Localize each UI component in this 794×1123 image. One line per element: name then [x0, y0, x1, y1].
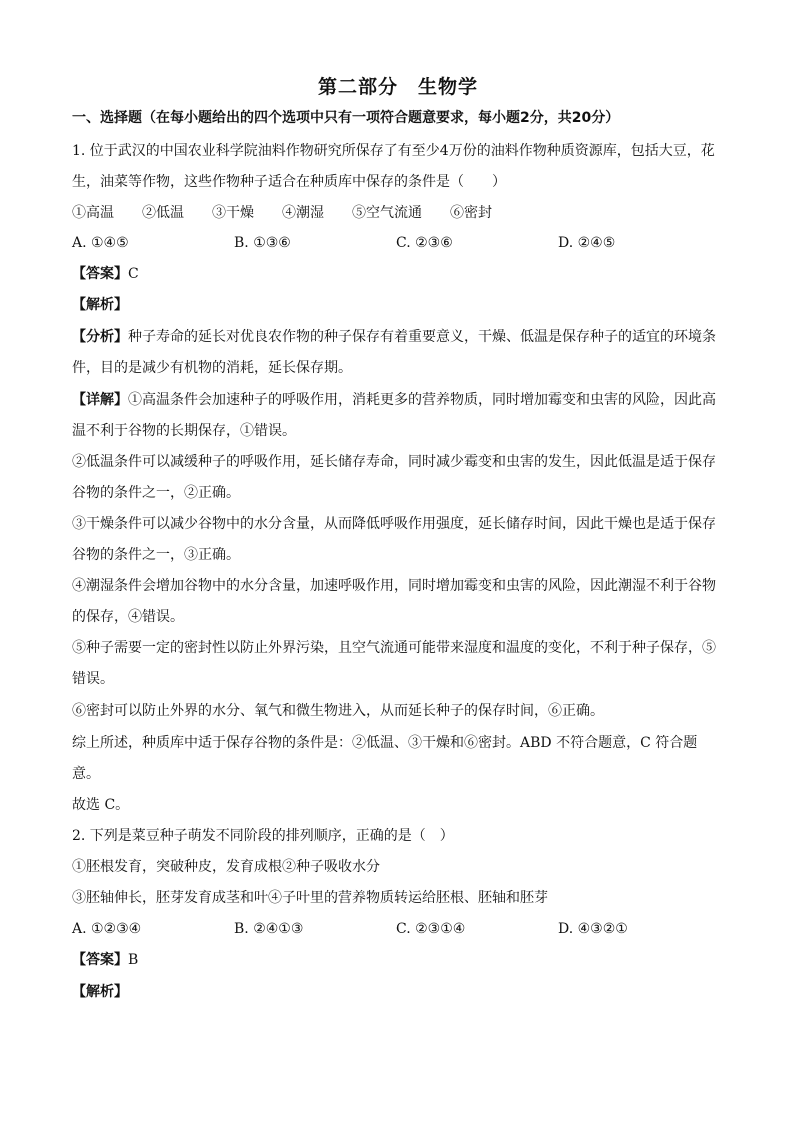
q1-analysis-heading	[72, 295, 724, 315]
analysis-tag: 【解析】	[72, 984, 128, 1000]
analysis-tag: 【解析】	[72, 297, 128, 313]
q2-option-d: D. ④③②①	[558, 921, 628, 937]
fenxi-tag: 【分析】	[72, 329, 128, 345]
q1-conditions: ①高温 ②低温 ③干燥 ④潮湿 ⑤空气流通 ⑥密封	[72, 205, 492, 221]
q2-option-b: B. ②④①③	[234, 921, 304, 937]
detail-tag: 【详解】	[72, 392, 128, 408]
section-heading: 一、选择题（在每小题给出的四个选项中只有一项符合题意要求，每小题2分，共20分）	[72, 110, 620, 126]
q1-option-b: B. ①③⑥	[234, 235, 291, 251]
q2-line-a: ①胚根发育，突破种皮，发育成根②种子吸收水分	[72, 859, 380, 875]
q1-summary-line2: 意。	[72, 766, 100, 782]
q1-detail-line4: 谷物的条件之一，②正确。	[72, 485, 240, 501]
q1-detail-line3: ②低温条件可以减缓种子的呼吸作用，延长储存寿命，同时减少霉变和虫害的发生，因此低温是适于保存	[72, 454, 716, 470]
q1-detail-line11: ⑥密封可以防止外界的水分、氧气和微生物进入，从而延长种子的保存时间，⑥正确。	[72, 703, 604, 719]
q2-answer	[72, 950, 724, 970]
answer-tag: 【答案】	[72, 952, 128, 968]
q1-choose: 故选 C。	[72, 797, 130, 813]
page-title: 第二部分 生物学	[317, 76, 478, 98]
q1-fenxi-line2: 件，目的是减少有机物的消耗，延长保存期。	[72, 360, 352, 376]
q1-option-d: D. ②④⑤	[558, 235, 616, 251]
q2-analysis-heading	[72, 982, 724, 1002]
q2-stem: 2. 下列是菜豆种子萌发不同阶段的排列顺序，正确的是（ ）	[72, 828, 454, 844]
q1-detail-line8: 的保存，④错误。	[72, 609, 184, 625]
q1-option-c: C. ②③⑥	[396, 235, 453, 251]
detail-text: ①高温条件会加速种子的呼吸作用，消耗更多的营养物质，同时增加霉变和虫害的风险，因此高	[128, 392, 716, 408]
q1-detail-line9: ⑤种子需要一定的密封性以防止外界污染，且空气流通可能带来湿度和温度的变化，不利于种子保存，⑤	[72, 640, 716, 656]
q2-option-a: A. ①②③④	[72, 921, 142, 937]
q1-option-a: A. ①④⑤	[72, 235, 129, 251]
q1-answer	[72, 264, 724, 284]
q1-detail-line10: 错误。	[72, 671, 114, 687]
q1-summary-line1: 综上所述，种质库中适于保存谷物的条件是：②低温、③干燥和⑥密封。ABD 不符合题意，C 符合题	[72, 735, 698, 751]
q1-detail-line6: 谷物的条件之一，③正确。	[72, 547, 240, 563]
q1-stem-line1: 1. 位于武汉的中国农业科学院油料作物研究所保存了有至少4万份的油料作物种质资源库，包括大豆，花	[72, 143, 715, 159]
answer-value: C	[128, 266, 139, 282]
fenxi-text: 种子寿命的延长对优良农作物的种子保存有着重要意义，干燥、低温是保存种子的适宜的环境条	[128, 329, 716, 345]
q1-detail-line7: ④潮湿条件会增加谷物中的水分含量，加速呼吸作用，同时增加霉变和虫害的风险，因此潮湿不利于谷物	[72, 578, 716, 594]
q2-line-b: ③胚轴伸长，胚芽发育成茎和叶④子叶里的营养物质转运给胚根、胚轴和胚芽	[72, 890, 548, 906]
answer-tag: 【答案】	[72, 266, 128, 282]
q1-detail-line1	[72, 390, 724, 410]
q1-detail-line5: ③干燥条件可以减少谷物中的水分含量，从而降低呼吸作用强度，延长储存时间，因此干燥也是适于保存	[72, 516, 716, 532]
answer-value: B	[128, 952, 139, 968]
q1-detail-line2: 温不利于谷物的长期保存，①错误。	[72, 423, 296, 439]
q2-option-c: C. ②③①④	[396, 921, 466, 937]
q1-fenxi-line1	[72, 327, 724, 347]
q1-stem-line2: 生，油菜等作物，这些作物种子适合在种质库中保存的条件是（ ）	[72, 174, 506, 190]
